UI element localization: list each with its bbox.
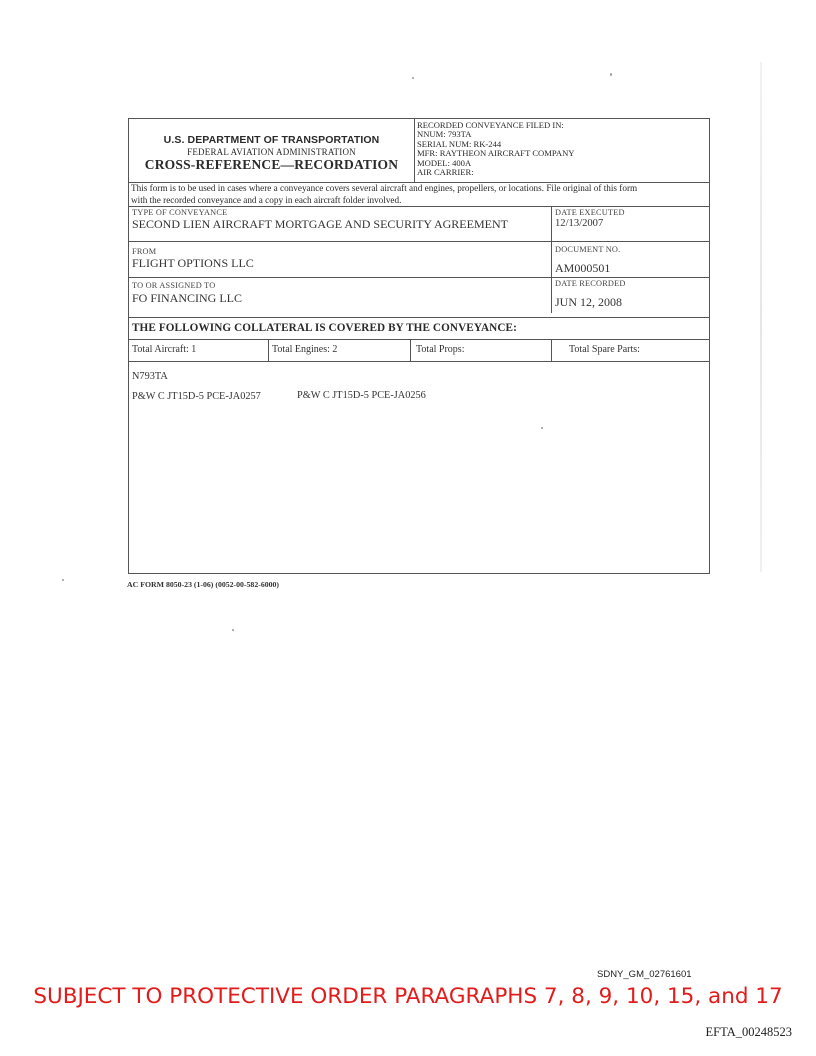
subagency-name: FEDERAL AVIATION ADMINISTRATION <box>187 147 356 157</box>
collateral-heading: THE FOLLOWING COLLATERAL IS COVERED BY THE CONVEYANCE: <box>132 322 517 334</box>
scan-speck <box>610 73 612 76</box>
efta-number: EFTA_00248523 <box>705 1025 792 1039</box>
conveyance-type-row <box>129 206 709 242</box>
document-number-value: AM000501 <box>555 261 611 275</box>
cross-reference-form <box>128 118 710 574</box>
from-label: FROM <box>132 247 157 256</box>
manufacturer: MFR: RAYTHEON AIRCRAFT COMPANY <box>417 148 575 159</box>
recorded-conveyance-block <box>414 119 709 182</box>
instructions <box>131 183 707 206</box>
document-number-label: DOCUMENT NO. <box>555 245 621 254</box>
scan-speck <box>412 77 414 79</box>
instructions-line: with the recorded conveyance and a copy in each aircraft folder involved. <box>131 194 402 205</box>
scan-edge <box>760 62 762 572</box>
column-divider <box>551 207 552 242</box>
instructions-line: This form is to be used in cases where a conveyance covers several aircraft and engines, propellers, or locations. File original of this form <box>131 183 638 193</box>
engine-entry: P&W C JT15D-5 PCE-JA0257 <box>132 391 261 402</box>
form-header <box>129 119 709 183</box>
air-carrier: AIR CARRIER: <box>417 166 474 177</box>
recorded-conveyance-label: RECORDED CONVEYANCE FILED IN: <box>417 120 564 130</box>
column-divider <box>551 340 552 362</box>
engine-entry: P&W C JT15D-5 PCE-JA0256 <box>297 390 426 401</box>
form-header-title-block <box>129 119 414 182</box>
serial-number: SERIAL NUM: RK-244 <box>417 138 502 149</box>
collateral-heading-row <box>129 317 709 340</box>
bates-number: SDNY_GM_02761601 <box>597 969 692 980</box>
collateral-list <box>129 361 709 574</box>
form-number: AC FORM 8050-23 (1-06) (0052-00-582-6000) <box>127 580 280 589</box>
date-recorded-label: DATE RECORDED <box>555 279 626 288</box>
protective-order-notice: SUBJECT TO PROTECTIVE ORDER PARAGRAPHS 7, 8, 9, 10, 15, and 17 <box>33 984 783 1009</box>
model: MODEL: 400A <box>417 157 472 168</box>
from-value: FLIGHT OPTIONS LLC <box>132 256 254 270</box>
column-divider <box>551 278 552 313</box>
total-spare-parts: Total Spare Parts: <box>569 344 640 355</box>
collateral-totals-row <box>129 339 709 362</box>
agency-name: U.S. DEPARTMENT OF TRANSPORTATION <box>163 134 380 146</box>
total-props: Total Props: <box>416 344 465 355</box>
date-executed-value: 12/13/2007 <box>555 218 604 229</box>
column-divider <box>268 340 269 362</box>
scan-speck <box>232 629 234 631</box>
column-divider <box>551 242 552 278</box>
from-row <box>129 241 709 278</box>
assignee-row <box>129 277 709 313</box>
date-executed-label: DATE EXECUTED <box>555 208 625 217</box>
total-aircraft: Total Aircraft: 1 <box>132 344 197 355</box>
total-engines: Total Engines: 2 <box>272 344 338 355</box>
nnum: NNUM: 793TA <box>417 129 472 140</box>
conveyance-type-label: TYPE OF CONVEYANCE <box>132 208 228 217</box>
scan-speck <box>62 579 64 581</box>
assignee-label: TO OR ASSIGNED TO <box>132 281 216 290</box>
aircraft-registration: N793TA <box>132 371 168 382</box>
assignee-value: FO FINANCING LLC <box>132 291 243 305</box>
conveyance-type-value: SECOND LIEN AIRCRAFT MORTGAGE AND SECURITY AGREEMENT <box>132 217 508 231</box>
form-title: CROSS-REFERENCE—RECORDATION <box>144 157 399 172</box>
column-divider <box>410 340 411 362</box>
date-recorded-value: JUN 12, 2008 <box>555 295 623 309</box>
